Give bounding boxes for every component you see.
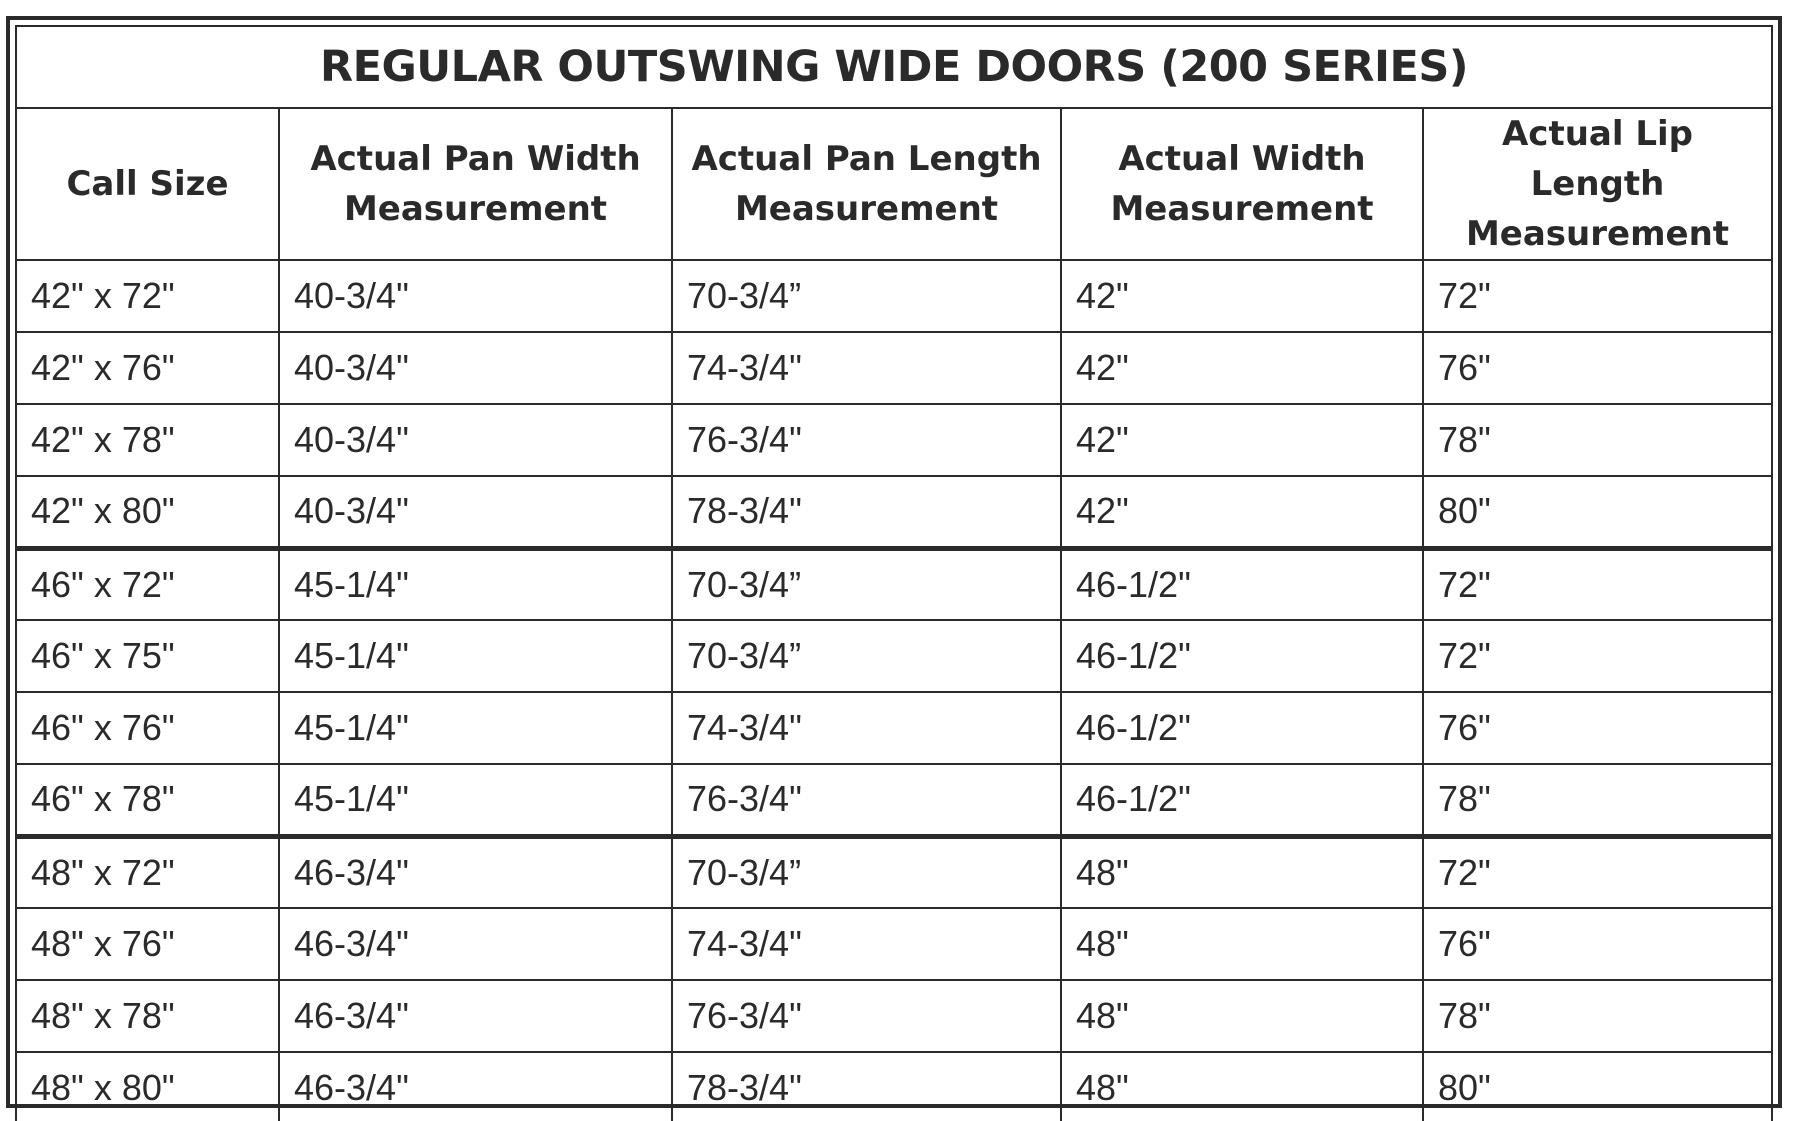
table-cell: 48" xyxy=(1061,836,1423,908)
table-cell: 48" x 76" xyxy=(16,908,279,980)
column-header-call-size xyxy=(16,108,279,260)
table-cell: 40-3/4" xyxy=(279,260,672,332)
table-row xyxy=(16,692,1772,764)
table-cell: 45-1/4" xyxy=(279,620,672,692)
table-cell: 40-3/4" xyxy=(279,332,672,404)
table-cell: 46" x 78" xyxy=(16,764,279,836)
table-cell: 46-1/2" xyxy=(1061,620,1423,692)
table-cell: 42" x 72" xyxy=(16,260,279,332)
table-cell: 70-3/4” xyxy=(672,836,1061,908)
table-body xyxy=(16,260,1772,1121)
table-cell: 78" xyxy=(1423,980,1772,1052)
header-line: Actual Pan Width xyxy=(310,139,641,179)
table-cell: 74-3/4" xyxy=(672,692,1061,764)
table-cell: 46-1/2" xyxy=(1061,548,1423,620)
table-cell: 46-3/4" xyxy=(279,980,672,1052)
table-cell: 70-3/4” xyxy=(672,620,1061,692)
table-cell: 42" xyxy=(1061,332,1423,404)
header-line: Actual Lip Length xyxy=(1501,114,1694,204)
table-row xyxy=(16,908,1772,980)
table-cell: 40-3/4" xyxy=(279,476,672,548)
table-cell: 72" xyxy=(1423,836,1772,908)
table-cell: 78" xyxy=(1423,764,1772,836)
column-header-actual-width xyxy=(1061,108,1423,260)
table-cell: 42" x 76" xyxy=(16,332,279,404)
table-row xyxy=(16,1052,1772,1121)
table-row xyxy=(16,836,1772,908)
table-cell: 76" xyxy=(1423,332,1772,404)
table-cell: 76-3/4" xyxy=(672,764,1061,836)
header-line: Measurement xyxy=(734,189,999,229)
table-cell: 72" xyxy=(1423,548,1772,620)
header-line: Actual Pan Length xyxy=(691,139,1042,179)
table-cell: 46" x 76" xyxy=(16,692,279,764)
header-line: Measurement xyxy=(1465,214,1730,254)
table-cell: 48" xyxy=(1061,908,1423,980)
table-row xyxy=(16,548,1772,620)
table-cell: 46-3/4" xyxy=(279,908,672,980)
column-header-pan-length xyxy=(672,108,1061,260)
table-cell: 76" xyxy=(1423,692,1772,764)
table-cell: 48" xyxy=(1061,980,1423,1052)
table-cell: 42" xyxy=(1061,404,1423,476)
table-cell: 48" xyxy=(1061,1052,1423,1121)
table-row xyxy=(16,260,1772,332)
table-cell: 74-3/4" xyxy=(672,908,1061,980)
chart-frame xyxy=(6,16,1782,1108)
table-cell: 78-3/4" xyxy=(672,1052,1061,1121)
table-cell: 42" xyxy=(1061,476,1423,548)
table-cell: 72" xyxy=(1423,260,1772,332)
table-cell: 72" xyxy=(1423,620,1772,692)
door-size-table xyxy=(15,25,1773,1121)
header-line: Measurement xyxy=(1110,189,1374,229)
table-cell: 40-3/4" xyxy=(279,404,672,476)
table-cell: 80" xyxy=(1423,1052,1772,1121)
table-title: REGULAR OUTSWING WIDE DOORS (200 SERIES) xyxy=(16,26,1772,108)
table-row xyxy=(16,476,1772,548)
header-line: Actual Width xyxy=(1118,139,1366,179)
table-cell: 46-3/4" xyxy=(279,1052,672,1121)
table-row xyxy=(16,620,1772,692)
column-header-lip-length xyxy=(1423,108,1772,260)
table-cell: 46" x 72" xyxy=(16,548,279,620)
table-row xyxy=(16,980,1772,1052)
header-row xyxy=(16,108,1772,260)
table-cell: 80" xyxy=(1423,476,1772,548)
table-cell: 46-1/2" xyxy=(1061,764,1423,836)
table-cell: 46-3/4" xyxy=(279,836,672,908)
table-cell: 48" x 80" xyxy=(16,1052,279,1121)
table-cell: 45-1/4" xyxy=(279,692,672,764)
table-cell: 42" x 78" xyxy=(16,404,279,476)
table-cell: 42" x 80" xyxy=(16,476,279,548)
title-row xyxy=(16,26,1772,108)
table-row xyxy=(16,404,1772,476)
table-cell: 42" xyxy=(1061,260,1423,332)
table-cell: 45-1/4" xyxy=(279,764,672,836)
table-cell: 76-3/4" xyxy=(672,980,1061,1052)
table-cell: 74-3/4" xyxy=(672,332,1061,404)
table-cell: 46" x 75" xyxy=(16,620,279,692)
column-header-pan-width xyxy=(279,108,672,260)
table-row xyxy=(16,764,1772,836)
table-cell: 76" xyxy=(1423,908,1772,980)
table-row xyxy=(16,332,1772,404)
table-cell: 45-1/4" xyxy=(279,548,672,620)
table-cell: 70-3/4” xyxy=(672,548,1061,620)
header-line: Call Size xyxy=(66,164,229,204)
table-cell: 70-3/4” xyxy=(672,260,1061,332)
table-cell: 48" x 78" xyxy=(16,980,279,1052)
table-cell: 76-3/4" xyxy=(672,404,1061,476)
table-cell: 78" xyxy=(1423,404,1772,476)
table-cell: 48" x 72" xyxy=(16,836,279,908)
table-cell: 46-1/2" xyxy=(1061,692,1423,764)
table-cell: 78-3/4" xyxy=(672,476,1061,548)
header-line: Measurement xyxy=(343,189,608,229)
